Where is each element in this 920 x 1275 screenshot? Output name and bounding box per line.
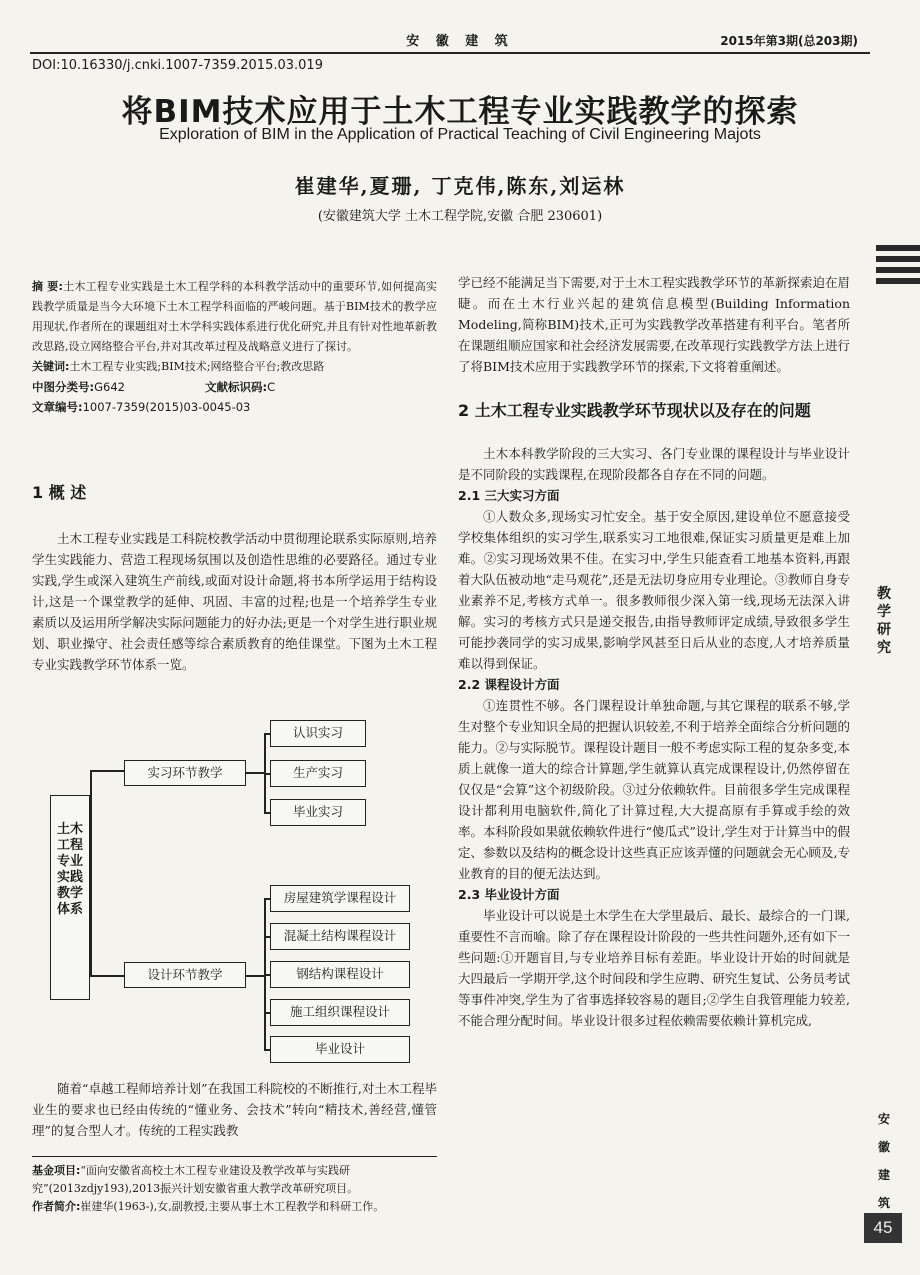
diagram-item-graduation-design: 毕业设计 <box>270 1036 410 1063</box>
abstract-text: 土木工程专业实践是土木工程学科的本科教学活动中的重要环节,如何提高实践教学质量是当今大环境下土木工程学科面临的严峻问题。基于BIM技术的教学应用现状,作者所在的课题组对土木学科实践体系进行优化研究,并且有针对性地革新教改思路,设立网络整合平台,并对其改革过程及战略意义进行了探讨。 <box>32 280 437 353</box>
section-1-body-continued <box>32 1078 437 1141</box>
diagram-branch1-line <box>90 770 124 772</box>
doc-code-label: 文献标识码: <box>204 380 268 394</box>
diagram-connector <box>246 975 266 977</box>
author-bio-text: 崔建华(1963-),女,副教授,主要从事土木工程教学和科研工作。 <box>80 1200 385 1213</box>
section-1-paragraph-2: 随着“卓越工程师培养计划”在我国工科院校的不断推行,对土木工程毕业生的要求也已经由传统的“懂业务、会技术”转向“精技术,善经营,懂管理”的复合型人才。传统的工程实践教 <box>32 1081 437 1138</box>
diagram-branch2-line <box>90 975 124 977</box>
diagram-trunk-line <box>90 770 92 976</box>
diagram-item-steel-design: 钢结构课程设计 <box>270 961 410 988</box>
diagram-branch-practice: 实习环节教学 <box>124 760 246 786</box>
footnote-rule <box>32 1156 437 1157</box>
section-label-vertical: 教学研究 <box>877 586 891 656</box>
issue-info: 2015年第3期(总203期) <box>720 34 858 48</box>
intro-continued: 学已经不能满足当下需要,对于土木工程实践教学环节的革新探索迫在眉睫。而在土木行业兴起的建筑信息模型(Building Information Modeling,简称BIM)技术,正可为实践教学改革搭建有利平台。笔者所在课题组顺应国家和社会经济发展需要,在改革现行实践教学方法上进行了将BIM技术应用于实践教学环节的探索,下文将着重阐述。 <box>458 275 850 374</box>
subsection-2-2-text: ①连贯性不够。各门课程设计单独命题,与其它课程的联系不够,学生对整个专业知识全局的把握认识较差,不利于培养全面综合分析问题的能力。②与实际脱节。课程设计题目一般不考虑实际工程的复杂多变,本质上就像一道大的综合计算题,学生就算认真完成课程设计,仍然停留在仅仅是“会算”这个初级阶段。③过分依赖软件。目前很多学生完成课程设计都利用电脑软件,简化了计算过程,大大提高原有手算或手绘的效率。本科阶段如果就依赖软件进行“傻瓜式”设计,学生对于计算当中的假定、参数以及结构的概念设计这些真正应该弄懂的问题就会无心顾及,专业教育的目的便无法达到。 <box>458 698 850 881</box>
diagram-item-graduation-practice: 毕业实习 <box>270 799 366 826</box>
keywords-text: 土木工程专业实践;BIM技术;网络整合平台;教改思路 <box>69 360 325 373</box>
author-bio-label: 作者简介: <box>32 1200 81 1213</box>
subsection-2-1-heading: 2.1 三大实习方面 <box>458 488 560 503</box>
subsection-2-1-text: ①人数众多,现场实习忙安全。基于安全原因,建设单位不愿意接受学校集体组织的实习学生,联系实习工地很难,保证实习质量更是难上加难。②实习现场效果不佳。在实习中,学生只能查看工地基本资料,再跟着大队伍被动地“走马观花”,还是无法切身应用专业理论。③教师自身专业素养不足,考核方式单一。很多教师很少深入第一线,现场无法深入讲解。实习的考核方式只是递交报告,由指导教师评定成绩,导致很多学生可能抄袭同学的实习成果,影响学风甚至日后从业的态度,人才培养质量难以得到保证。 <box>458 509 850 671</box>
diagram-item-production-practice: 生产实习 <box>270 760 366 787</box>
clc-value: G642 <box>94 380 125 394</box>
diagram-item-construction-design: 施工组织课程设计 <box>270 999 410 1026</box>
diagram-item-cognition-practice: 认识实习 <box>270 720 366 747</box>
diagram-root: 土木工程专业实践教学体系 <box>50 795 90 1000</box>
section-1-paragraph: 土木工程专业实践是工科院校教学活动中贯彻理论联系实际原则,培养学生实践能力、营造工程现场氛围以及创造性思维的必要路径。通过专业实践,学生或深入建筑生产前线,或面对设计命题,将书本所学运用于结构设计,这是一个课堂教学的延伸、巩固、丰富的过程;也是一个培养学生专业素质以及运用所学解决实际问题能力的好办法;更是一个对学生进行职业规划、职业操守、社会责任感等综合素质教育的绝佳课堂。下图为土木工程专业实践教学环节体系一览。 <box>32 531 437 672</box>
diagram-branch-design: 设计环节教学 <box>124 962 246 988</box>
page-number: 45 <box>864 1213 902 1243</box>
subsection-2-2-heading: 2.2 课程设计方面 <box>458 677 560 692</box>
title-chinese: 将BIM技术应用于土木工程专业实践教学的探索 <box>121 94 799 130</box>
article-number-label: 文章编号: <box>32 400 83 414</box>
section-1-body <box>32 528 437 675</box>
section-mark-bars <box>866 240 920 290</box>
article-number-value: 1007-7359(2015)03-0045-03 <box>82 400 251 414</box>
diagram-item-building-design: 房屋建筑学课程设计 <box>270 885 410 912</box>
authors: 崔建华,夏珊, 丁克伟,陈东,刘运林 <box>294 174 626 198</box>
right-column <box>458 272 850 1031</box>
fund-text: “面向安徽省高校土木工程专业建设及教学改革与实践研究”(2013zdjy193),2013振兴计划安徽省重大教学改革研究项目。 <box>32 1164 359 1195</box>
diagram-connector <box>246 772 266 774</box>
section-1-heading: 1 概 述 <box>32 483 87 502</box>
footnote <box>32 1162 442 1216</box>
fund-label: 基金项目: <box>32 1164 81 1177</box>
doc-code-value: C <box>267 380 276 394</box>
subsection-2-3-text: 毕业设计可以说是土木学生在大学里最后、最长、最综合的一门课,重要性不言而喻。除了存在课程设计阶段的一些共性问题外,还有如下一些问题:①开题盲目,与专业培养目标有差距。毕业设计开始的时间就是大四最后一学期开学,这个时间段和学生应聘、研究生复试、公务员考试等事件冲突,学生为了省事选择较容易的题目;②学生自我管理能力较差,不能合理分配时间。毕业设计很多过程依赖需要依赖计算机完成, <box>458 908 850 1028</box>
section-2-intro: 土木本科教学阶段的三大实习、各门专业课的课程设计与毕业设计是不同阶段的实践课程,在现阶段都各自存在不同的问题。 <box>458 446 850 482</box>
diagram-item-concrete-design: 混凝土结构课程设计 <box>270 923 410 950</box>
affiliation: (安徽建筑大学 土木工程学院,安徽 合肥 230601) <box>317 209 603 224</box>
abstract-block <box>32 277 437 417</box>
abstract-label: 摘 要: <box>32 280 63 293</box>
clc-label: 中图分类号: <box>32 380 95 394</box>
doi: DOI:10.16330/j.cnki.1007-7359.2015.03.019 <box>32 58 323 73</box>
journal-name-vertical: 安徽建筑 <box>877 1112 890 1210</box>
journal-name: 安 徽 建 筑 <box>406 34 514 49</box>
title-english: Exploration of BIM in the Application of Practical Teaching of Civil Engineering Majots <box>159 126 761 143</box>
subsection-2-3-heading: 2.3 毕业设计方面 <box>458 887 560 902</box>
header-rule <box>30 52 870 54</box>
section-2-heading: 2 土木工程专业实践教学环节现状以及存在的问题 <box>458 401 811 420</box>
keywords-label: 关键词: <box>32 360 70 373</box>
